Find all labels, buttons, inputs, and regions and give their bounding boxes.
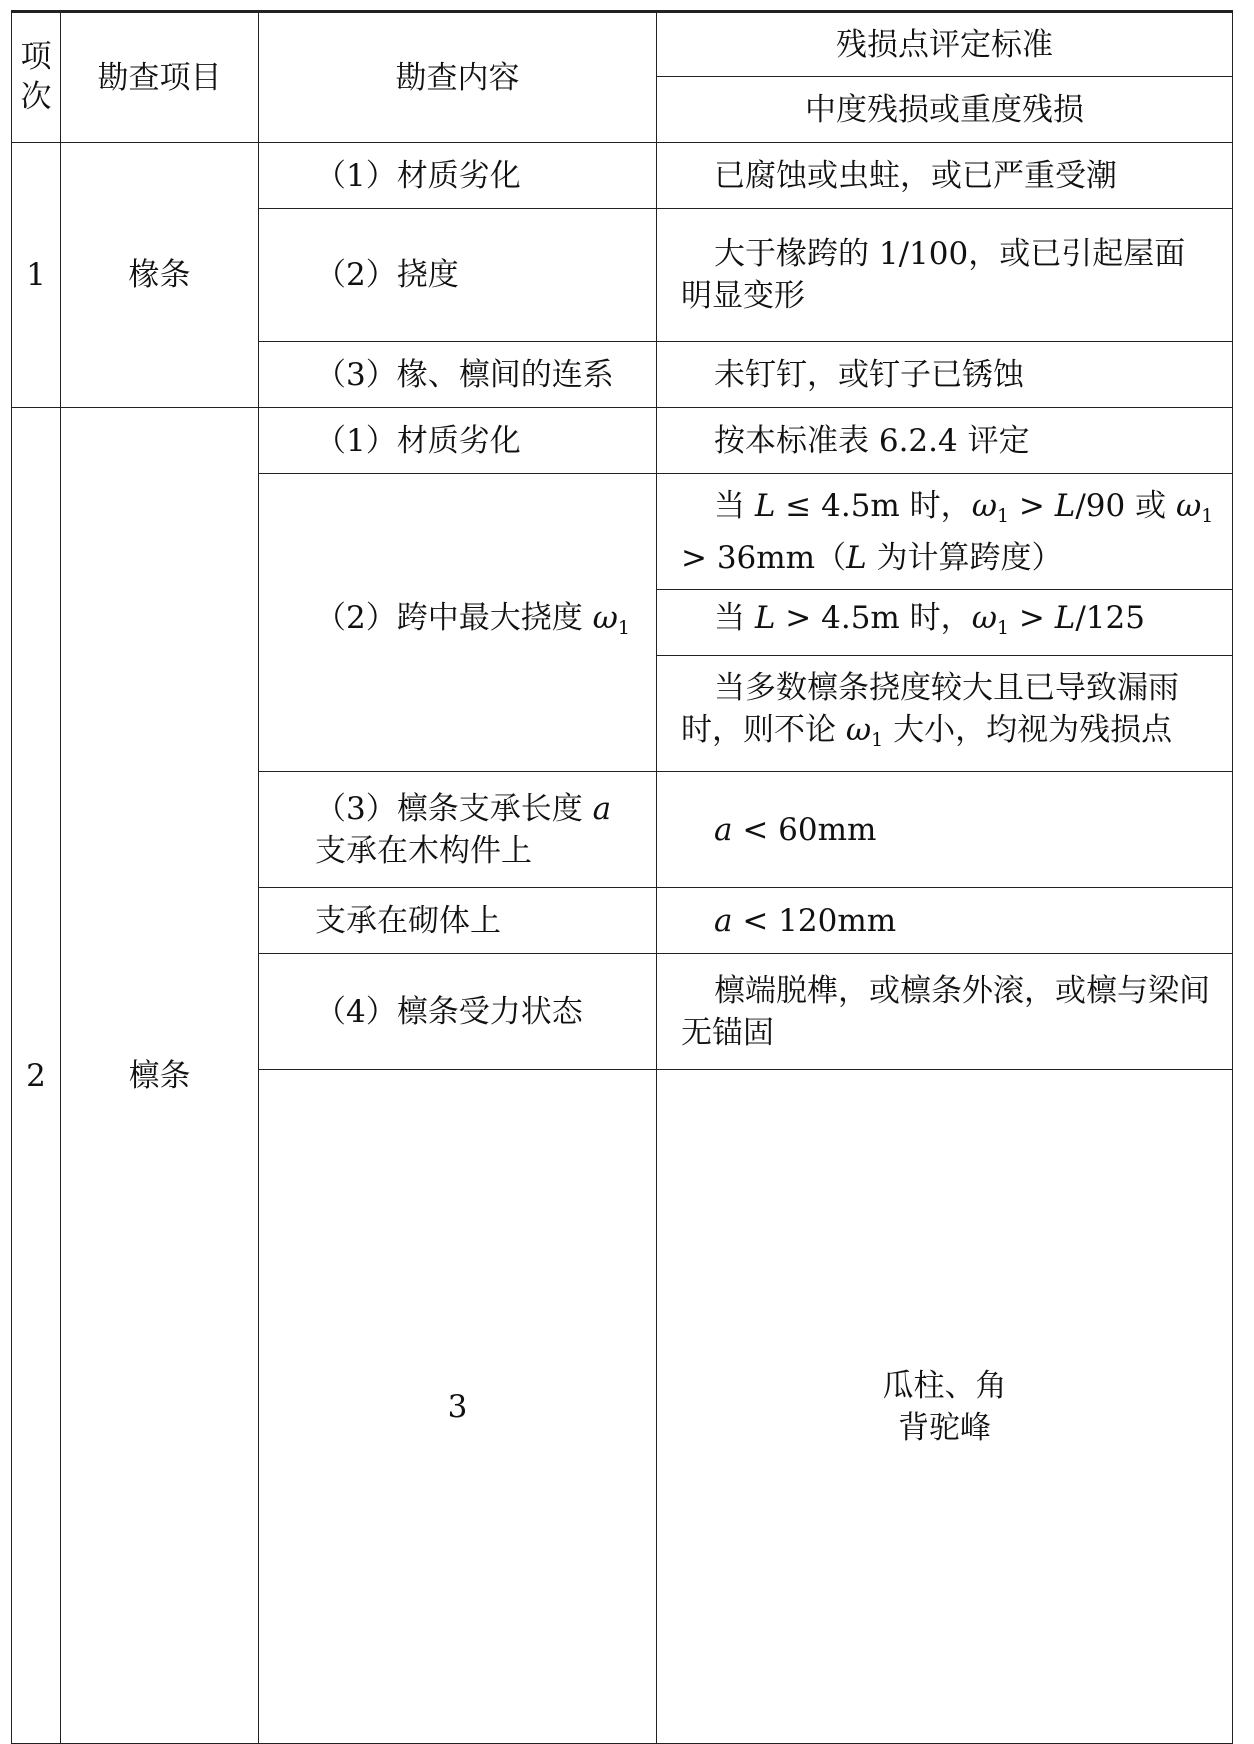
row-content: （3）檩条支承长度 a 支承在木构件上 [259,772,657,888]
assessment-table [11,10,1233,1744]
row-content: （4）檩条受力状态 [259,954,657,1070]
header-standard: 残损点评定标准 [657,12,1233,77]
row-standard: a < 120mm [657,888,1233,954]
row-item: 椽条 [61,143,259,408]
row-standard: 当多数檩条挠度较大且已导致漏雨时，则不论 $\omega_1$ 大小，均视为残损点 [657,656,1233,772]
row-item: 瓜柱、角 背驼峰 [657,1070,1233,1744]
header-index: 项次 [12,12,61,143]
row-index: 2 [12,408,61,1744]
row-standard: 大于椽跨的 1/100，或已引起屋面明显变形 [657,209,1233,342]
row-standard: 檩端脱榫，或檩条外滚，或檩与梁间无锚固 [657,954,1233,1070]
row-content: （1）材质劣化 [259,408,657,474]
row-item: 檩条 [61,408,259,1744]
row-standard: 当 L ≤ 4.5m 时，$\omega_1 > L/90$ 或 $\omega_1 > 36mm(L$ 为计算跨度） [657,474,1233,590]
row-index: 1 [12,143,61,408]
table-row [12,143,1233,209]
row-content: （1）材质劣化 [259,143,657,209]
row-standard: a < 60mm [657,772,1233,888]
header-standard-sub: 中度残损或重度残损 [657,77,1233,143]
row-standard: 按本标准表 6.2.4 评定 [657,408,1233,474]
row-content: （2）挠度 [259,209,657,342]
table-row [12,408,1233,474]
header-row [12,12,1233,77]
row-content: （2）跨中最大挠度 $\omega_1$ [259,474,657,772]
row-content: （3）椽、檩间的连系 [259,342,657,408]
header-content: 勘查内容 [259,12,657,143]
header-item: 勘查项目 [61,12,259,143]
row-standard: 未钉钉，或钉子已锈蚀 [657,342,1233,408]
row-standard: 当 L > 4.5m 时，$\omega_1 > L/125$ [657,590,1233,656]
row-index: 3 [259,1070,657,1744]
row-content: 支承在砌体上 [259,888,657,954]
row-standard: 已腐蚀或虫蛀，或已严重受潮 [657,143,1233,209]
